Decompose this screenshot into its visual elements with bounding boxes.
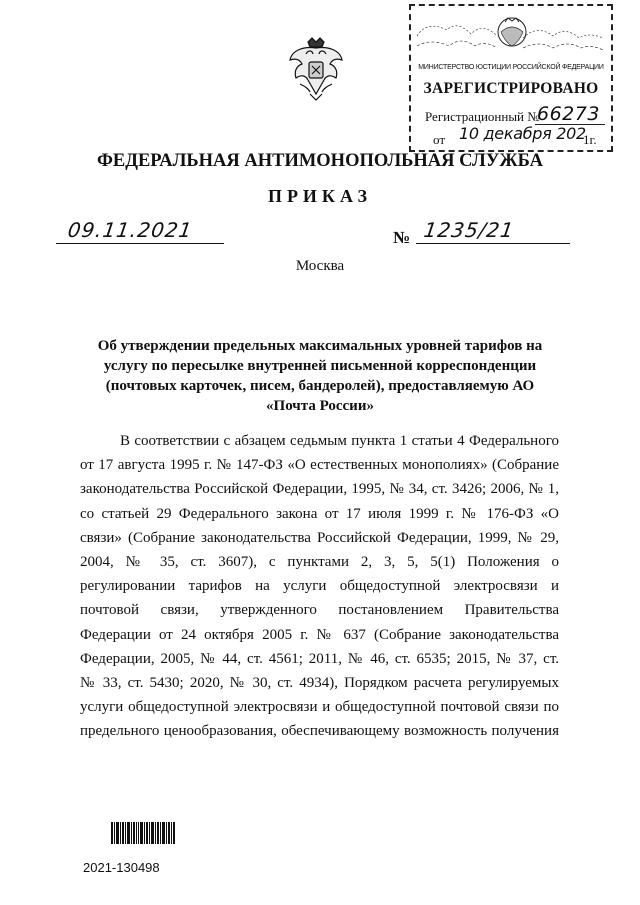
order-body <box>80 429 559 743</box>
order-date-value: 09.11.2021 <box>66 218 195 242</box>
body-line: со статьей 29 Федерального закона от 17 июля 1999 г. № 176-ФЗ «О <box>80 505 559 522</box>
barcode-icon <box>111 822 175 844</box>
order-subject: Об утверждении предельных максимальных уровней тарифов на услугу по пересылке внутренней письменной корреспонденции (почтовых карточек, писем, бандеролей), предоставляемую АО «Почта России» <box>97 338 543 414</box>
order-number-underline <box>416 243 570 244</box>
stamp-date-value: 10 декабря 202 <box>459 124 586 143</box>
order-number-label: № <box>393 228 411 247</box>
stamp-year-suffix: 1г. <box>583 132 597 147</box>
city-name: Москва <box>295 258 345 274</box>
body-line: № 33, ст. 5430; 2020, № 30, ст. 4934), Порядком расчета регулируемых <box>80 674 559 691</box>
body-line: от 17 августа 1995 г. № 147-ФЗ «О естественных монополиях» (Собрание <box>80 457 559 474</box>
body-line: предельного ценообразования, обеспечивающему возможность получения <box>80 723 559 740</box>
coat-of-arms-icon <box>286 36 346 102</box>
stamp-registered-label: ЗАРЕГИСТРИРОВАНО <box>423 80 599 97</box>
ministry-seal-icon <box>411 8 611 66</box>
registration-stamp <box>409 4 613 152</box>
body-line: связи» (Собрание законодательства Российской Федерации, 1999, № 29, <box>80 529 559 546</box>
order-title: ПРИКАЗ <box>267 186 373 206</box>
body-line: 2004, № 35, ст. 3607), с пунктами 2, 3, 5, 5(1) Положения о <box>80 553 559 570</box>
body-line: регулировании тарифов на услуги общедоступной электросвязи и <box>80 578 559 595</box>
body-line: Федерации, 2005, № 44, ст. 4561; 2011, № 46, ст. 6535; 2015, № 37, ст. <box>80 650 559 667</box>
stamp-registration-number-value: 66273 <box>537 103 600 125</box>
body-line: законодательства Российской Федерации, 1995, № 34, ст. 3426; 2006, № 1, <box>80 481 559 498</box>
body-line: Федерации от 24 октября 2005 г. № 637 (Собрание законодательства <box>80 626 559 643</box>
body-line: В соответствии с абзацем седьмым пункта 1 статьи 4 Федерального <box>120 433 559 449</box>
stamp-ministry-name: МИНИСТЕРСТВО ЮСТИЦИИ РОССИЙСКОЙ ФЕДЕРАЦИИ <box>418 64 604 71</box>
document-id: 2021-130498 <box>83 860 160 875</box>
order-date-underline <box>56 243 224 244</box>
body-line: услуги общедоступной электросвязи и общедоступной почтовой связи по <box>80 699 559 716</box>
order-number-field <box>416 218 570 244</box>
body-line: почтовой связи, утвержденного постановлением Правительства <box>80 602 559 619</box>
stamp-registration-number-label: Регистрационный № <box>425 109 540 124</box>
stamp-date-label: от <box>433 132 446 147</box>
agency-name: ФЕДЕРАЛЬНАЯ АНТИМОНОПОЛЬНАЯ СЛУЖБА <box>97 151 543 171</box>
order-number-value: 1235/21 <box>422 218 516 242</box>
order-date-field <box>56 218 224 244</box>
